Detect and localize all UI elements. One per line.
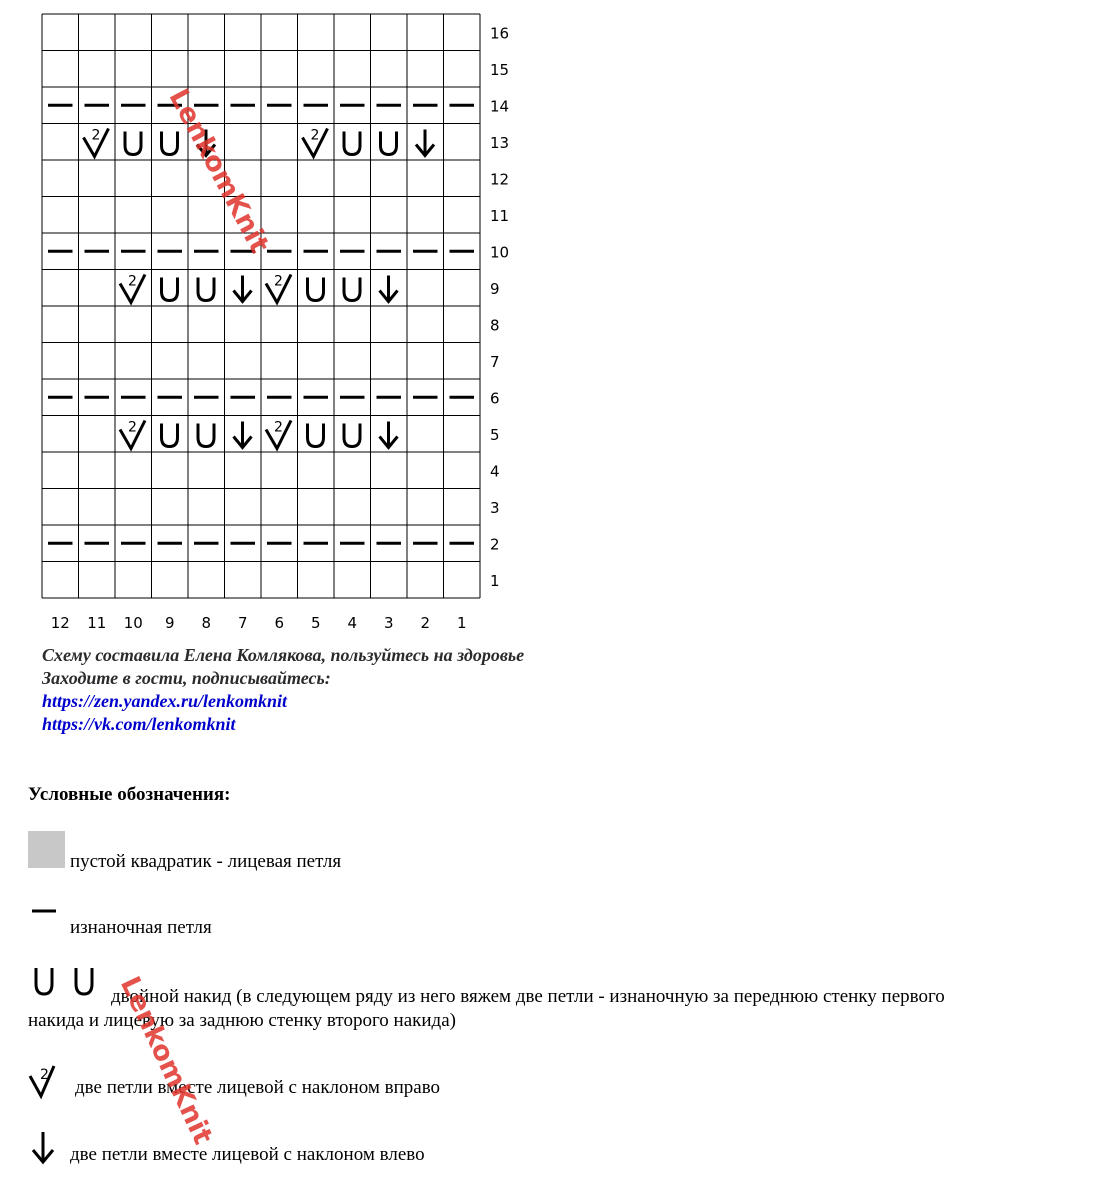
row-label: 12: [490, 170, 510, 189]
row-label: 10: [490, 243, 510, 262]
k2tog-left-symbol: [380, 276, 398, 302]
column-label: 4: [347, 614, 358, 630]
k2tog-right-number: 2: [274, 273, 283, 290]
row-label: 6: [490, 389, 500, 408]
column-label: 5: [310, 614, 321, 630]
k2tog-right-number: 2: [128, 419, 137, 436]
row-label: 1: [490, 571, 500, 590]
row-label: 16: [490, 24, 510, 43]
k2tog-left-symbol: [234, 422, 252, 448]
row-label: 15: [490, 60, 510, 79]
column-label: 7: [237, 614, 248, 630]
k2tog-right-icon: [26, 1062, 66, 1102]
legend-yo-line2: накида и лицевую за заднюю стенку второго накида): [28, 1010, 456, 1031]
column-label: 2: [420, 614, 431, 630]
column-label: 9: [164, 614, 175, 630]
yo-symbol: [125, 132, 141, 155]
yo-symbol: [344, 278, 360, 301]
legend-yo-line1: двойной накид (в следующем ряду из него вяжем две петли - изнаночную за переднюю стенку первого: [111, 986, 945, 1007]
legend-k2tog-left-text: две петли вместе лицевой с наклоном влево: [70, 1144, 425, 1165]
link-vk[interactable]: https://vk.com/lenkomknit: [42, 714, 236, 734]
row-label: 5: [490, 425, 500, 444]
k2tog-right-number: 2: [274, 419, 283, 436]
knitting-chart: [0, 0, 520, 630]
yo-symbol: [344, 424, 360, 447]
row-label: 4: [490, 462, 500, 481]
column-label: 8: [201, 614, 212, 630]
legend-k2tog-right-text: две петли вместе лицевой с наклоном вправо: [75, 1077, 441, 1098]
credits: [42, 644, 524, 736]
column-label: 6: [274, 614, 285, 630]
row-label: 7: [490, 352, 500, 371]
yo-symbol: [198, 278, 214, 301]
k2tog-right-number: 2: [91, 127, 101, 144]
column-label: 10: [123, 614, 143, 630]
yo-symbol: [198, 424, 214, 447]
row-label: 3: [490, 498, 500, 517]
yo-symbol: [344, 132, 360, 155]
k2tog-left-icon: [30, 1128, 60, 1168]
yo-symbol: [162, 132, 178, 155]
watermark-legend: LenkomKnit: [113, 972, 219, 1150]
yo-symbol: [162, 424, 178, 447]
yo-symbol: [381, 132, 397, 155]
k2tog-left-symbol: [380, 422, 398, 448]
yo-symbol: [308, 278, 324, 301]
credits-author: Схему составила Елена Комлякова, пользуйтесь на здоровье: [42, 645, 525, 665]
k2tog-right-number: 2: [310, 127, 320, 144]
column-label: 12: [50, 614, 70, 630]
row-label: 14: [490, 97, 510, 116]
link-zen[interactable]: https://zen.yandex.ru/lenkomknit: [42, 691, 288, 711]
purl-dash-icon: [30, 906, 60, 916]
row-label: 2: [490, 535, 500, 554]
legend-purl-text: изнаночная петля: [70, 917, 212, 938]
row-label: 9: [490, 279, 500, 298]
legend-title: Условные обозначения:: [28, 784, 231, 805]
legend-knit-text: пустой квадратик - лицевая петля: [70, 851, 342, 872]
watermark-chart: LenkomKnit: [162, 84, 275, 259]
yo-symbol: [308, 424, 324, 447]
k2tog-left-symbol: [416, 130, 434, 156]
row-label: 11: [490, 206, 510, 225]
credits-invite: Заходите в гости, подписывайтесь:: [42, 668, 331, 688]
yo-symbol: [162, 278, 178, 301]
column-label: 11: [87, 614, 107, 630]
k2tog-left-symbol: [234, 276, 252, 302]
k2tog-right-number: 2: [128, 273, 137, 290]
column-label: 1: [456, 614, 467, 630]
row-label: 13: [490, 133, 510, 152]
column-label: 3: [383, 614, 394, 630]
knit-swatch-icon: [28, 831, 65, 868]
k2tog-right-mark: 2: [40, 1067, 49, 1083]
row-label: 8: [490, 316, 500, 335]
